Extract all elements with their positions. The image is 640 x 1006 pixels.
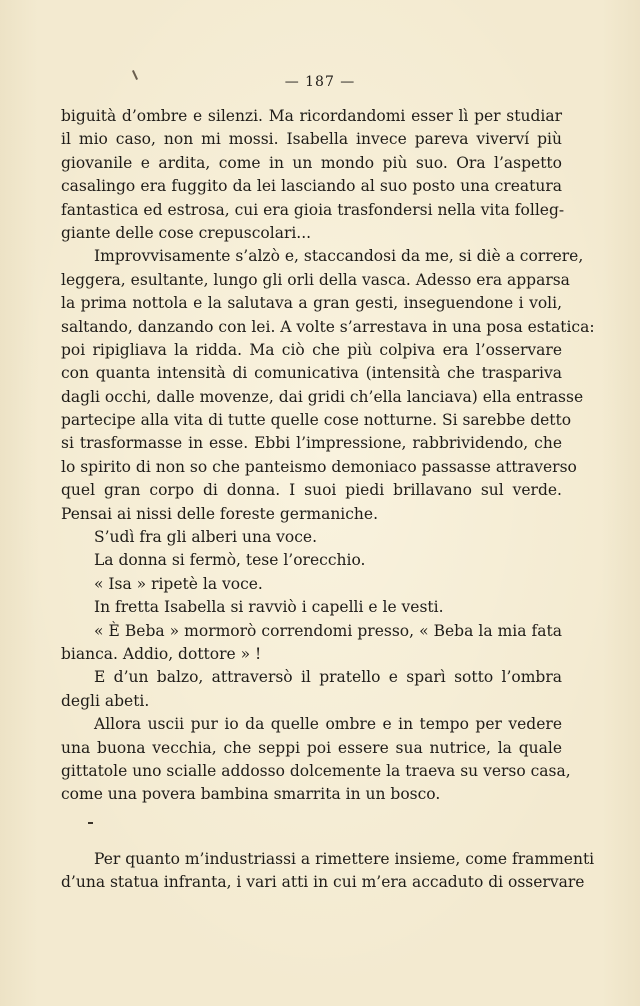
text-line: il mio caso, non mi mossi. Isabella invece pareva viverví più: [61, 130, 562, 149]
text-line: saltando, danzando con lei. A volte s’arrestava in una posa estatica:: [61, 317, 595, 336]
text-line: casalingo era fuggito da lei lasciando al suo posto una creatura: [61, 177, 562, 196]
text-line: una buona vecchia, che seppi poi essere sua nutrice, la quale: [61, 738, 562, 757]
text-line: gittatole uno scialle addosso dolcemente la traeva su verso casa,: [61, 761, 571, 780]
text-line: quel gran corpo di donna. I suoi piedi brillavano sul verde.: [61, 481, 562, 500]
text-line: S’udì fra gli alberi una voce.: [94, 528, 318, 547]
text-line: partecipe alla vita di tutte quelle cose notturne. Si sarebbe detto: [61, 411, 572, 430]
page-number: — 187 —: [284, 74, 356, 90]
text-line: Per quanto m’industriassi a rimettere insieme, come frammenti: [94, 850, 595, 868]
next-section-text-block: [61, 848, 595, 895]
text-line: poi ripigliava la ridda. Ma ciò che più colpiva era l’osservare: [61, 340, 562, 359]
text-line: Improvvisamente s’alzò e, staccandosi da me, si diè a correre,: [94, 247, 584, 266]
main-text-block: [61, 105, 595, 807]
text-line: dagli occhi, dalle movenze, dai gridi ch’ella lanciava) ella entrasse: [61, 387, 584, 406]
text-line: fantastica ed estrosa, cui era gioia trasfondersi nella vita folleg-: [61, 200, 565, 219]
section-separator-mark: [88, 822, 93, 824]
text-line: « È Beba » mormorò correndomi presso, « Beba la mia fata: [94, 621, 562, 640]
text-line: la prima nottola e la salutava a gran gesti, inseguendone i voli,: [61, 294, 562, 313]
text-line: lo spirito di non so che panteismo demoniaco passasse attraverso: [61, 457, 577, 476]
text-line: biguità d’ombre e silenzi. Ma ricordandomi esser lì per studiar: [61, 107, 562, 125]
text-line: come una povera bambina smarrita in un bosco.: [61, 785, 441, 804]
text-line: d’una statua infranta, i vari atti in cui m’era accaduto di osservare: [61, 873, 585, 892]
text-line: E d’un balzo, attraversò il pratello e sparì sotto l’ombra: [94, 668, 562, 687]
text-line: si trasformasse in esse. Ebbi l’impressione, rabbrividendo, che: [61, 434, 562, 453]
text-line: leggera, esultante, lungo gli orli della vasca. Adesso era apparsa: [61, 270, 570, 289]
text-line: In fretta Isabella si ravviò i capelli e le vesti.: [94, 598, 444, 617]
text-line: La donna si fermò, tese l’orecchio.: [94, 551, 366, 570]
text-line: giante delle cose crepuscolari...: [61, 223, 312, 242]
text-line: « Isa » ripetè la voce.: [94, 574, 263, 593]
text-line: giovanile e ardita, come in un mondo più suo. Ora l’aspetto: [61, 153, 562, 172]
text-line: Pensai ai nissi delle foreste germaniche.: [61, 504, 379, 523]
text-line: bianca. Addio, dottore » !: [61, 644, 262, 663]
text-line: degli abeti.: [61, 691, 150, 710]
text-line: con quanta intensità di comunicativa (intensità che traspariva: [61, 364, 562, 383]
text-line: Allora uscii pur io da quelle ombre e in tempo per vedere: [94, 715, 562, 734]
